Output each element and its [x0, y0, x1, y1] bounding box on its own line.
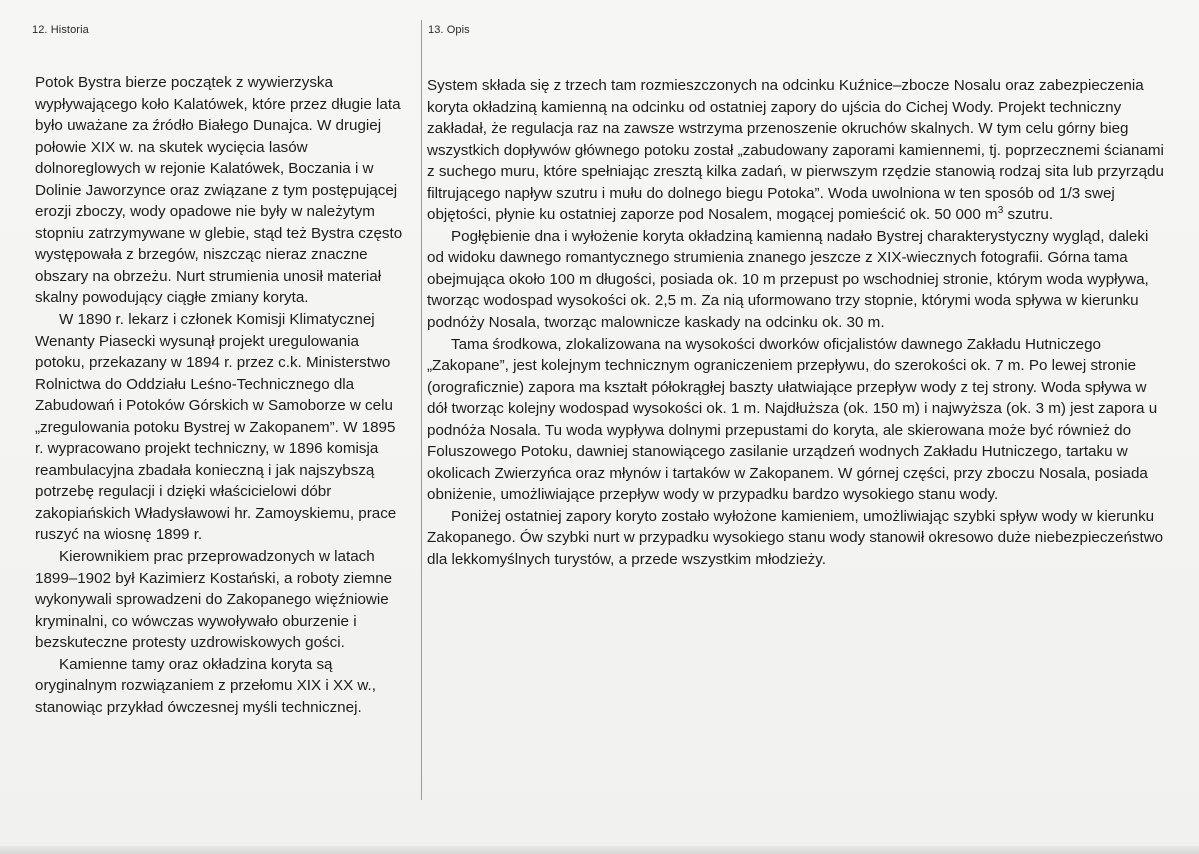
column-divider	[421, 20, 422, 800]
description-paragraph-1-text: System składa się z trzech tam rozmieszczonych na odcinku Kuźnice–zbocze Nosalu oraz zabezpieczenia koryta okładziną kamienną na odcinku od ostatniej zapory do ujścia do Cichej Wody. Projekt techniczny zakładał, że regulacja raz na zawsze wstrzyma przenoszenie okruchów skalnych. W tym celu górny bieg wszystkich dopływów głównego potoku został „zabudowany zaporami kamiennemi, tj. poprzecznemi ścianami z suchego muru, które spełniając zresztą kilka zadań, w pierwszym rzędzie stanowią rodzaj sita lub przyrządu filtrującego napływ szutru i mułu do dolnego biegu Potoka”. Woda uwolniona w ten sposób od 1/3 swej objętości, płynie ku ostatniej zaporze pod Nosalem, mogącej pomieścić ok. 50 000 m	[427, 77, 1164, 224]
description-column	[427, 75, 1167, 571]
history-paragraph-2: W 1890 r. lekarz i członek Komisji Klimatycznej Wenanty Piasecki wysunął projekt uregulowania potoku, przekazany w 1894 r. przez c.k. Ministerstwo Rolnictwa do Oddziału Leśno-Technicznego dla Zabudowań i Potoków Górskich w Samoborze w celu „zregulowania potoku Bystrej w Zakopanem”. W 1895 r. wypracowano projekt techniczny, w 1896 komisja reambulacyjna zbadała konieczną i jak najszybszą potrzebę regulacji i dzięki właścicielowi dóbr zakopiańskich Władysławowi hr. Zamoyskiemu, prace ruszyć na wiosnę 1899 r.	[35, 311, 397, 544]
history-paragraph-4: Kamienne tamy oraz okładzina koryta są oryginalnym rozwiązaniem z przełomu XIX i XX w., stanowiąc przykład ówczesnej myśli technicznej.	[35, 655, 376, 716]
description-paragraph-1	[427, 75, 1167, 226]
superscript-cubic: 3	[997, 205, 1004, 217]
history-column	[35, 72, 407, 718]
history-paragraph-1: Potok Bystra bierze początek z wywierzyska wypływającego koło Kalatówek, które przez długie lata było uważane za źródło Białego Dunajca. W drugiej połowie XIX w. na skutek wycięcia lasów dolnoreglowych w rejonie Kalatówek, Boczania i w Dolinie Jaworzynce oraz związane z tym postępującej erozji zboczy, wody opadowe nie były w należytym stopniu zatrzymywane w glebie, stąd też Bystra często występowała z brzegów, niszcząc nieraz znaczne obszary na obrzeżu. Nurt strumienia unosił materiał skalny powodujący ciągłe zmiany koryta.	[35, 74, 403, 307]
history-paragraph-3: Kierownikiem prac przeprowadzonych w latach 1899–1902 był Kazimierz Kostański, a roboty ziemne wykonywali sprowadzeni do Zakopanego więźniowie kryminalni, co wówczas wywoływało oburzenie i bezskuteczne protesty uzdrowiskowych gości.	[35, 548, 393, 652]
description-paragraph-3: Tama środkowa, zlokalizowana na wysokości dworków oficjalistów dawnego Zakładu Hutniczego „Zakopane”, jest kolejnym technicznym ograniczeniem przepływu, do szerokości ok. 7 m. Po lewej stronie (orograficznie) zapora ma kształt półokrągłej baszty ułatwiające przepływ wody z tej strony. Woda spływa w dół tworząc kolejny wodospad wysokości ok. 1 m. Najdłuższa (ok. 150 m) i najwyższa (ok. 3 m) jest zapora u podnóża Nosala. Tu woda wypływa dolnymi przepustami do koryta, ale skierowana może być również do Foluszowego Potoku, dawniej stanowiącego zasilanie urządzeń wodnych Zakładu Hutniczego, tartaku w okolicach Zwierzyńca oraz młynów i tartaków w Zakopanem. W górnej części, przy zboczu Nosala, posiada obniżenie, umożliwiające przepływ wody w przypadku bardzo wysokiego stanu wody.	[427, 335, 1158, 504]
section-header-history: 12. Historia	[32, 24, 89, 36]
section-header-description: 13. Opis	[428, 24, 470, 36]
description-paragraph-4: Poniżej ostatniej zapory koryto zostało wyłożone kamieniem, umożliwiając szybki spływ wody w kierunku Zakopanego. Ów szybki nurt w przypadku wysokiego stanu wody stanowił okresowo duże niebezpieczeństwo dla lekkomyślnych turystów, a przede wszystkim młodzieży.	[427, 507, 1164, 569]
description-paragraph-1-tail: szutru.	[1003, 206, 1054, 224]
page-bottom-edge	[0, 846, 1199, 854]
description-paragraph-2: Pogłębienie dna i wyłożenie koryta okładziną kamienną nadało Bystrej charakterystyczny wygląd, daleki od widoku dawnego romantycznego strumienia znanego jeszcze z XIX-wiecznych fotografii. Górna tama obejmująca około 100 m długości, posiada ok. 10 m przepust po wschodniej stronie, którym woda wypływa, tworząc wodospad wysokości ok. 2,5 m. Za nią uformowano trzy stopnie, którymi woda spływa w kierunku podnóży Nosala, tworząc malownicze kaskady na odcinku ok. 30 m.	[427, 227, 1149, 332]
